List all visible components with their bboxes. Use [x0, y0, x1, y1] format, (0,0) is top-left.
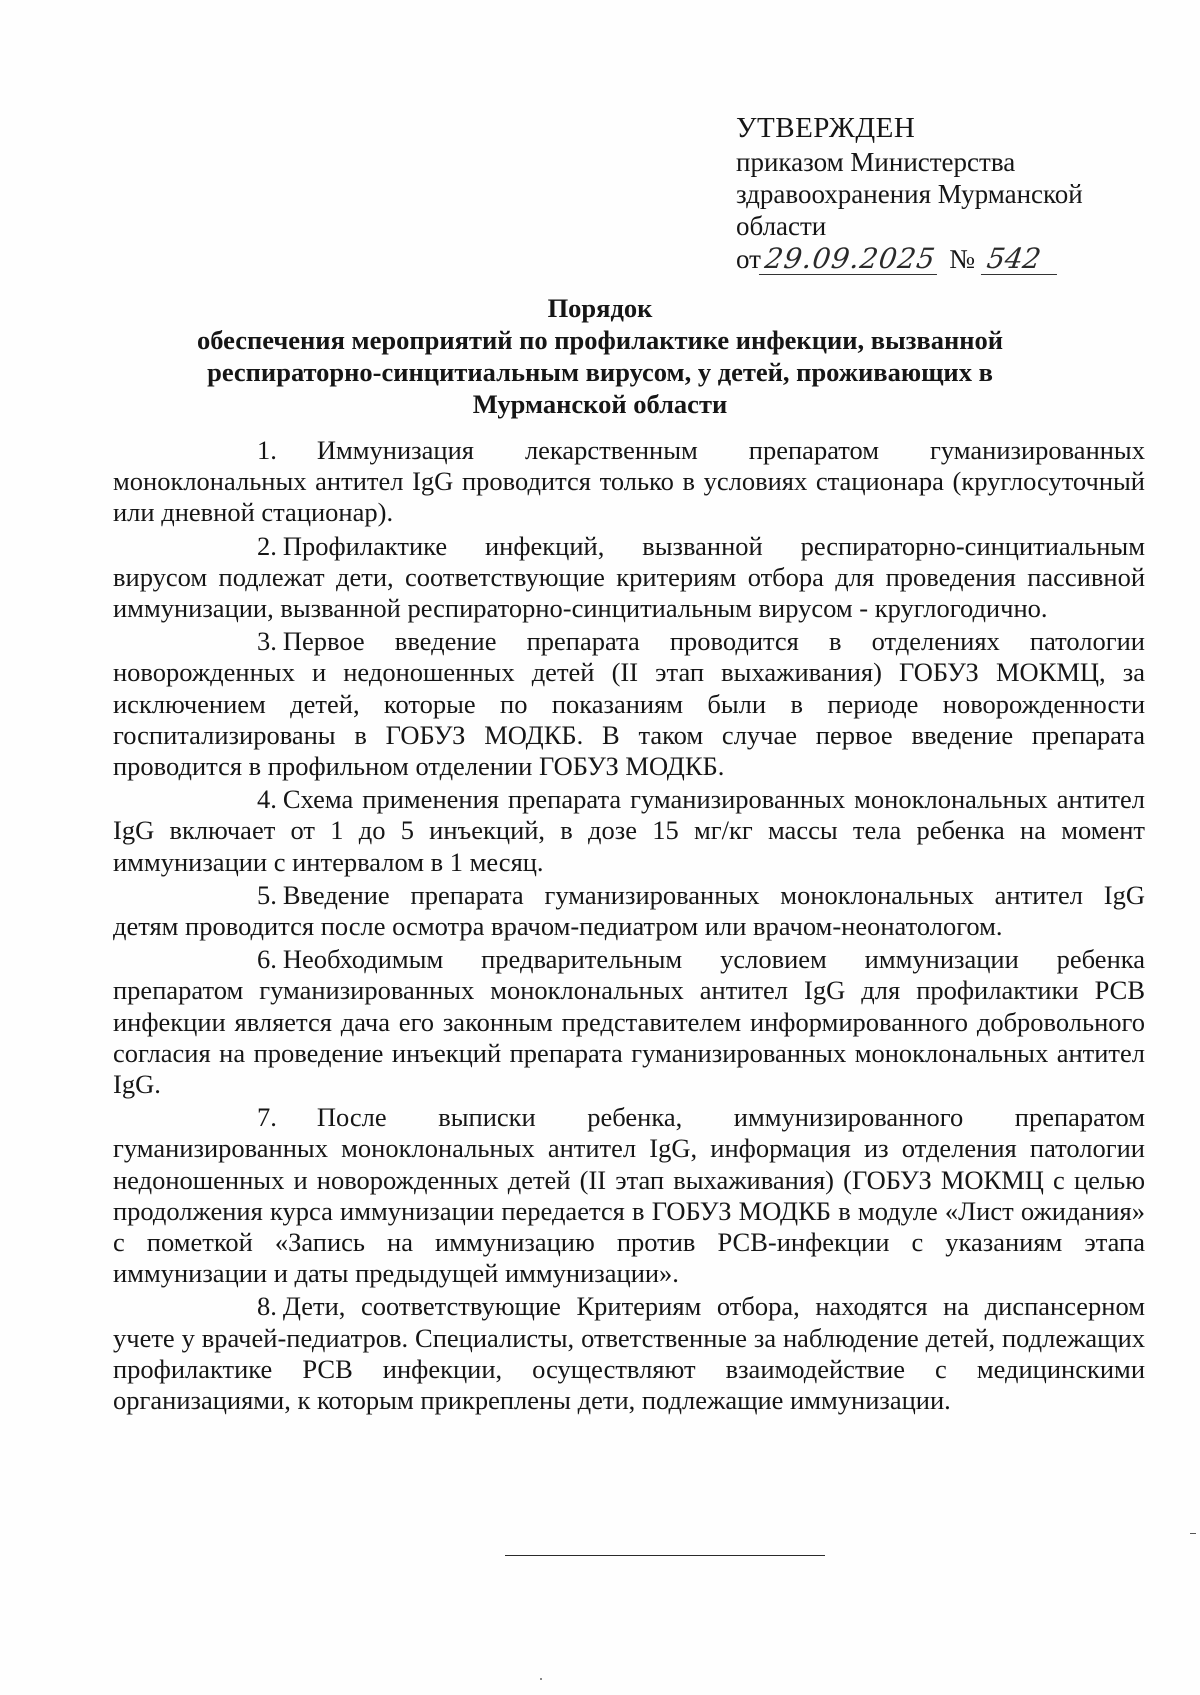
- paragraph-text: Введение препарата гуманизированных моноклональных антител IgG детям проводится после осмотра врачом-педиатром или врачом-неонатологом.: [113, 879, 1145, 942]
- scan-artifact-dot: [540, 1678, 542, 1680]
- paragraph-text: Первое введение препарата проводится в отделениях патологии новорожденных и недоношенных детей (II этап выхаживания) ГОБУЗ МОКМЦ, за исключением детей, которые по показаниям были в периоде новорожденности госпитализированы в ГОБУЗ МОДКБ. В таком случае первое введение препарата проводится в профильном отделении ГОБУЗ МОДКБ.: [113, 626, 1145, 782]
- paragraph-7: [113, 1102, 1145, 1289]
- paragraph-number: 2.: [257, 530, 277, 561]
- end-of-document-rule: [505, 1555, 825, 1556]
- paragraph-text: Профилактике инфекций, вызванной респираторно-синцитиальным вирусом подлежат дети, соответствующие критериям отбора для проведения пассивной иммунизации, вызванной респираторно-синцитиальным вирусом - круглогодично.: [113, 530, 1145, 624]
- paragraph-5: [113, 880, 1145, 942]
- approval-line-3: области: [736, 211, 827, 241]
- title-heading: Порядок: [547, 293, 653, 323]
- handwritten-date: 29.09.2025: [759, 245, 942, 275]
- paragraph-number: 5.: [257, 879, 277, 910]
- paragraph-number: 6.: [257, 944, 277, 975]
- approval-title: УТВЕРЖДЕН: [736, 112, 916, 144]
- approval-block: [736, 112, 1156, 275]
- paragraph-6: [113, 944, 1145, 1100]
- paragraph-number: 1.: [257, 435, 277, 465]
- paragraph-4: [113, 784, 1145, 878]
- paragraph-text: После выписки ребенка, иммунизированного препаратом гуманизированных моноклональных антител IgG, информация из отделения патологии недоношенных и новорожденных детей (II этап выхаживания) (ГОБУЗ МОКМЦ с целью продолжения курса иммунизации передается в ГОБУЗ МОДКБ в модуле «Лист ожидания» с пометкой «Запись на иммунизацию против РСВ-инфекции с указаниям этапа иммунизации и даты предыдущей иммунизации».: [113, 1102, 1145, 1289]
- paragraph-8: [113, 1291, 1145, 1416]
- paragraph-3: [113, 626, 1145, 782]
- paragraph-text: Иммунизация лекарственным препаратом гуманизированных моноклональных антител IgG проводится только в условиях стационара (круглосуточный или дневной стационар).: [113, 435, 1145, 528]
- document-title: [150, 292, 1050, 420]
- order-date-line: [736, 243, 1156, 275]
- approval-line-1: приказом Министерства: [736, 147, 1016, 177]
- paragraph-text: Необходимым предварительным условием иммунизации ребенка препаратом гуманизированных моноклональных антител IgG для профилактики РСВ инфекции является дача его законным представителем информированного добровольного согласия на проведение инъекций препарата гуманизированных моноклональных антител IgG.: [113, 944, 1145, 1100]
- paragraph-number: 7.: [257, 1102, 277, 1133]
- paragraph-text: Схема применения препарата гуманизированных моноклональных антител IgG включает от 1 до 5 инъекций, в дозе 15 мг/кг массы тела ребенка на момент иммунизации с интервалом в 1 месяц.: [113, 784, 1145, 877]
- paragraph-1: [113, 435, 1145, 529]
- paragraph-2: [113, 531, 1145, 625]
- paragraph-number: 3.: [257, 626, 277, 657]
- date-prefix: от: [736, 244, 761, 274]
- paragraph-number: 4.: [257, 784, 277, 815]
- document-body: [113, 435, 1145, 1418]
- paragraph-number: 8.: [257, 1291, 277, 1322]
- scan-artifact-mark: [1190, 1533, 1196, 1534]
- handwritten-order-number: 542: [981, 245, 1061, 275]
- number-sign: №: [949, 244, 976, 274]
- paragraph-text: Дети, соответствующие Критериям отбора, находятся на диспансерном учете у врачей-педиатров. Специалисты, ответственные за наблюдение детей, подлежащих профилактике РСВ инфекции, осуществляют взаимодействие с медицинскими организациями, к которым прикреплены дети, подлежащие иммунизации.: [113, 1291, 1145, 1416]
- title-subtitle: обеспечения мероприятий по профилактике инфекции, вызванной респираторно-синцитиальным вирусом, у детей, проживающих в Мурманской области: [196, 325, 1004, 419]
- approval-line-2: здравоохранения Мурманской: [736, 179, 1083, 209]
